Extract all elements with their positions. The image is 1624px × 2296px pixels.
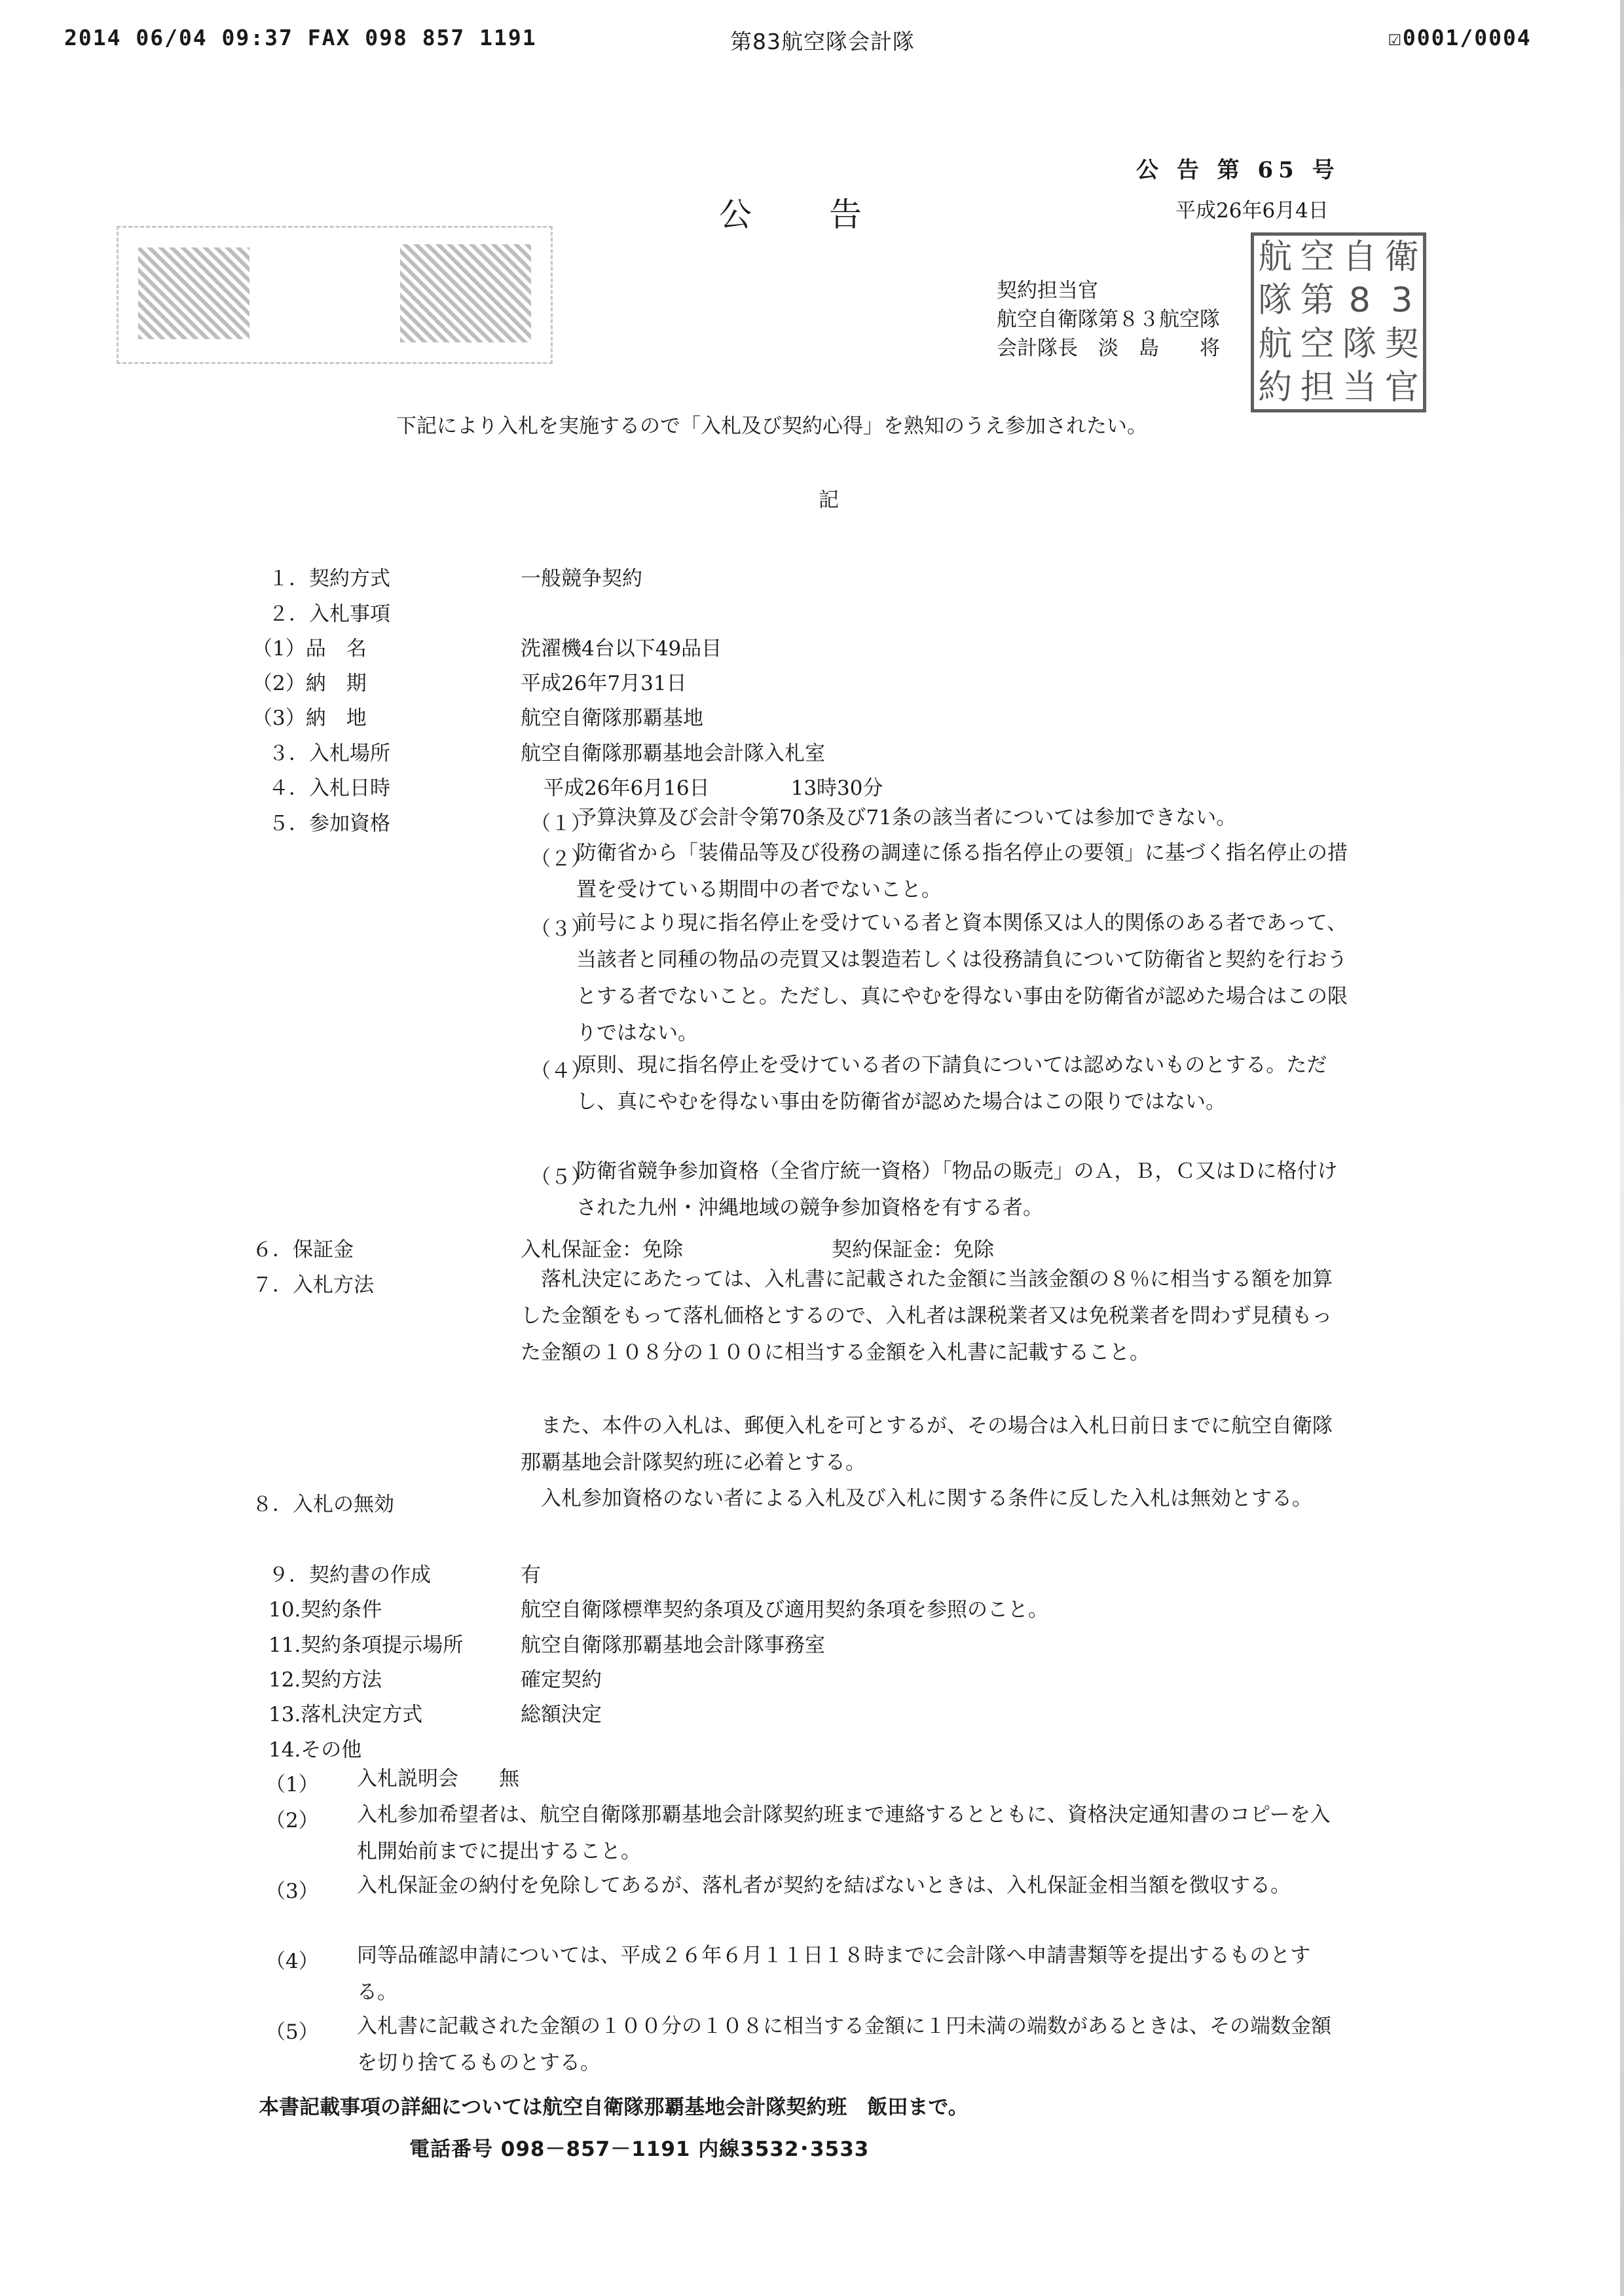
scan-edge bbox=[1620, 0, 1624, 2296]
item-value: 洗濯機4台以下49品目 bbox=[521, 637, 722, 661]
issuer-line1: 契約担当官 bbox=[997, 279, 1098, 302]
item-label: （2）納 期 bbox=[252, 672, 367, 695]
other-text: 入札書に記載された金額の１００分の１０８に相当する金額に１円未満の端数があるときは、その端数金額を切り捨てるものとする。 bbox=[357, 2014, 1331, 2075]
seal-char: 空 bbox=[1300, 324, 1335, 364]
other-text: 同等品確認申請については、平成２６年６月１１日１８時までに会計隊へ申請書類等を提出するものとする。 bbox=[357, 1944, 1311, 2004]
qualification-text: 前号により現に指名停止を受けている者と資本関係又は人的関係のある者であって、当該者と同種の物品の売買又は製造若しくは役務請負について防衛省と契約を行おうとする者でないこと。ただし、真にやむを得ない事由を防衛省が認めた場合はこの限りではない。 bbox=[576, 911, 1348, 1045]
item7-paragraph1: 落札決定にあたっては、入札書に記載された金額に当該金額の８％に相当する額を加算した金額をもって落札価格とするので、入札者は課税業者又は免税業者を問わず見積もった金額の１０８分の１００に相当する金額を入札書に記載すること。 bbox=[521, 1267, 1333, 1364]
footer-contact: 本書記載事項の詳細については航空自衛隊那覇基地会計隊契約班 飯田まで。 bbox=[259, 2096, 969, 2119]
qualification-number: （５） bbox=[530, 1165, 591, 1189]
item-value: 総額決定 bbox=[521, 1703, 602, 1726]
item-value: 航空自衛隊那覇基地会計隊事務室 bbox=[521, 1633, 825, 1657]
qualification-text: 予算決算及び会計令第70条及び71条の該当者については参加できない。 bbox=[576, 806, 1237, 829]
qualification-number: （３） bbox=[530, 917, 591, 941]
fax-header-left: 2014 06/04 09:37 FAX 098 857 1191 bbox=[64, 25, 537, 50]
contract-deposit: 契約保証金：免除 bbox=[832, 1238, 994, 1262]
bid-deposit: 入札保証金：免除 bbox=[521, 1238, 683, 1262]
seal-char: 官 bbox=[1384, 367, 1419, 407]
seal-char: 隊 bbox=[1258, 281, 1293, 321]
item-value: 平成26年7月31日 bbox=[521, 672, 687, 695]
other-text: 入札説明会 無 bbox=[357, 1767, 519, 1791]
seal-char: 当 bbox=[1342, 367, 1377, 407]
seal-char: 空 bbox=[1300, 238, 1335, 278]
intro-text: 下記により入札を実施するので「入札及び契約心得」を熟知のうえ参加されたい。 bbox=[396, 414, 1147, 438]
seal-char: 航 bbox=[1258, 324, 1293, 364]
item-value: 平成26年6月16日 13時30分 bbox=[544, 776, 883, 800]
qualification-text: 防衛省競争参加資格（全省庁統一資格）「物品の販売」のＡ，Ｂ，Ｃ又はＤに格付けされた九州・沖縄地域の競争参加資格を有する者。 bbox=[576, 1159, 1338, 1220]
item-label: ３．入札場所 bbox=[268, 742, 390, 765]
fax-header-center: 第83航空隊会計隊 bbox=[730, 29, 915, 54]
item-label: ９．契約書の作成 bbox=[268, 1563, 431, 1587]
qualification-text: 原則、現に指名停止を受けている者の下請負については認めないものとする。ただし、真にやむを得ない事由を防衛省が認めた場合はこの限りではない。 bbox=[576, 1053, 1327, 1114]
item7-paragraph2: また、本件の入札は、郵便入札を可とするが、その場合は入札日前日までに航空自衛隊那覇基地会計隊契約班に必着とする。 bbox=[521, 1414, 1333, 1474]
qualification-number: （１） bbox=[530, 812, 591, 835]
item8-label: ８．入札の無効 bbox=[252, 1493, 394, 1516]
received-stamp bbox=[117, 226, 553, 364]
fax-header-right: ☑0001/0004 bbox=[1388, 25, 1532, 50]
ki-heading: 記 bbox=[819, 488, 839, 512]
item-label: 13.落札決定方式 bbox=[268, 1703, 423, 1726]
seal-char: 3 bbox=[1391, 281, 1413, 321]
seal-char: 担 bbox=[1300, 367, 1335, 407]
item8-text: 入札参加資格のない者による入札及び入札に関する条件に反した入札は無効とする。 bbox=[541, 1487, 1312, 1510]
issuer-line3: 会計隊長 淡 島 将 bbox=[997, 337, 1220, 360]
item7-label: ７．入札方法 bbox=[252, 1273, 374, 1297]
seal-char: 航 bbox=[1258, 238, 1293, 278]
other-text: 入札参加希望者は、航空自衛隊那覇基地会計隊契約班まで連絡するとともに、資格決定通知書のコピーを入札開始前までに提出すること。 bbox=[357, 1803, 1331, 1863]
item-value: 確定契約 bbox=[521, 1668, 602, 1692]
other-number: （2） bbox=[265, 1809, 319, 1832]
seal-char: 隊 bbox=[1342, 324, 1377, 364]
item-value: 有 bbox=[521, 1563, 541, 1587]
seal-char: 衛 bbox=[1384, 238, 1419, 278]
item-value: 航空自衛隊那覇基地 bbox=[521, 706, 703, 730]
seal-char: 約 bbox=[1258, 367, 1293, 407]
seal-char: 契 bbox=[1384, 324, 1419, 364]
official-seal bbox=[1251, 232, 1426, 412]
notice-date: 平成26年6月4日 bbox=[1175, 199, 1329, 223]
page-title: 公 告 bbox=[719, 196, 866, 234]
item-label: ５．参加資格 bbox=[268, 812, 390, 835]
seal-char: 8 bbox=[1348, 281, 1371, 321]
item6-label: ６．保証金 bbox=[252, 1238, 354, 1262]
item-label: １．契約方式 bbox=[268, 567, 390, 591]
qualification-text: 防衛省から「装備品等及び役務の調達に係る指名停止の要領」に基づく指名停止の措置を受けている期間中の者でないこと。 bbox=[576, 841, 1348, 902]
item-value: 一般競争契約 bbox=[521, 567, 642, 591]
footer-phone: 電話番号 098－857－1191 内線3532･3533 bbox=[409, 2138, 870, 2161]
item-label: 12.契約方法 bbox=[268, 1668, 382, 1692]
item-value: 航空自衛隊標準契約条項及び適用契約条項を参照のこと。 bbox=[521, 1598, 1048, 1622]
item-label: 11.契約条項提示場所 bbox=[268, 1633, 464, 1657]
other-number: （3） bbox=[265, 1880, 319, 1903]
qualification-number: （２） bbox=[530, 847, 591, 871]
item-label: 14.その他 bbox=[268, 1738, 362, 1762]
item-label: ４．入札日時 bbox=[268, 776, 390, 800]
seal-char: 自 bbox=[1342, 238, 1377, 278]
other-number: （1） bbox=[265, 1773, 319, 1796]
item-label: 10.契約条件 bbox=[268, 1598, 382, 1622]
item-value: 航空自衛隊那覇基地会計隊入札室 bbox=[521, 742, 825, 765]
seal-char: 第 bbox=[1300, 281, 1335, 321]
other-number: （5） bbox=[265, 2020, 319, 2044]
other-number: （4） bbox=[265, 1950, 319, 1973]
issuer-line2: 航空自衛隊第８３航空隊 bbox=[997, 308, 1220, 331]
item-label: ２．入札事項 bbox=[268, 602, 390, 626]
qualification-number: （４） bbox=[530, 1059, 591, 1083]
item-label: （1）品 名 bbox=[252, 637, 367, 661]
other-text: 入札保証金の納付を免除してあるが、落札者が契約を結ばないときは、入札保証金相当額を徴収する。 bbox=[357, 1874, 1291, 1897]
item-label: （3）納 地 bbox=[252, 706, 367, 730]
notice-number: 公 告 第 65 号 bbox=[1136, 157, 1340, 183]
